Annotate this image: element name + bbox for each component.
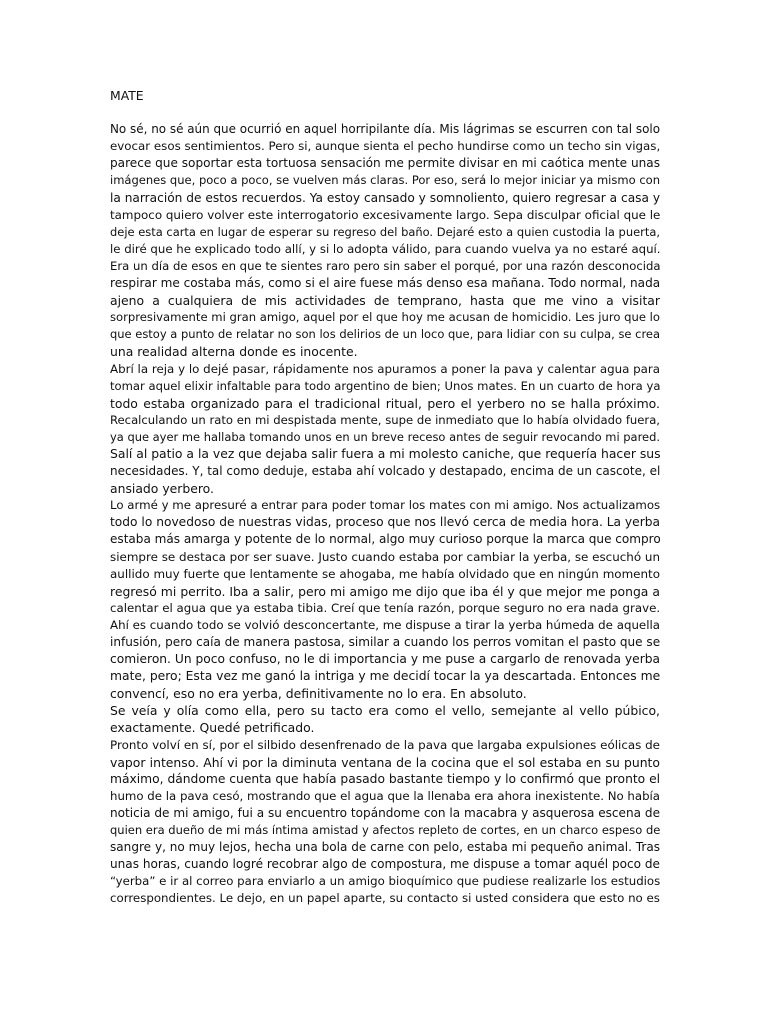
text-line: aullido muy fuerte que lentamente se ahogaba, me había olvidado que en ningún momento — [110, 566, 660, 581]
text-line: siempre se destaca por ser suave. Justo cuando estaba por cambiar la yerba, se escuchó un — [110, 549, 660, 564]
paragraph — [110, 737, 660, 908]
text-line: todo lo novedoso de nuestras vidas, proceso que nos llevó cerca de media hora. La yerba — [110, 515, 660, 530]
text-line: regresó mi perrito. Iba a salir, pero mi amigo me dijo que iba él y que mejor me ponga a — [110, 583, 660, 599]
text-line: ajeno a cualquiera de mis actividades de temprano, hasta que me vino a visitar — [110, 293, 660, 309]
text-line: exactamente. Quedé petrificado. — [110, 720, 315, 736]
text-line: Pronto volví en sí, por el silbido desenfrenado de la pava que largaba expulsiones eólicas de — [110, 737, 660, 752]
text-line: necesidades. Y, tal como deduje, estaba ahí volcado y destapado, encima de un cascote, el — [110, 464, 661, 479]
text-line: tomar aquel elixir infaltable para todo argentino de bien; Unos mates. En un cuarto de hora ya — [110, 378, 661, 393]
text-line: deje esta carta en lugar de esperar su regreso del baño. Dejaré esto a quien custodia la puerta, — [110, 224, 660, 239]
text-line: imágenes que, poco a poco, se vuelven más claras. Por eso, será lo mejor iniciar ya mismo con — [110, 173, 660, 188]
text-line: Lo armé y me apresuré a entrar para poder tomar los mates con mi amigo. Nos actualizamos — [110, 498, 661, 513]
title-spacer — [110, 104, 660, 121]
document-title: MATE — [110, 88, 144, 103]
text-line: respirar me costaba más, como si el aire fuese más denso esa mañana. Todo normal, nada — [110, 276, 661, 291]
text-line: todo estaba organizado para el tradicional ritual, pero el yerbero no se halla próximo. — [110, 395, 660, 411]
paragraph — [110, 361, 660, 498]
text-line: le diré que he explicado todo allí, y si lo adopta válido, para cuando vuelva ya no estaré aquí. — [110, 241, 661, 256]
text-line: estaba más amarga y potente de lo normal, algo muy curioso porque la marca que compro — [110, 532, 661, 547]
text-line: infusión, pero caía de manera pastosa, similar a cuando los perros vomitan el pasto que se — [110, 635, 661, 649]
text-line: la narración de estos recuerdos. Ya estoy cansado y somnoliento, quiero regresar a casa y — [110, 190, 661, 205]
text-line: humo de la pava cesó, mostrando que el agua que la llenaba era ahora inexistente. No había — [110, 788, 660, 803]
text-line: vapor intenso. Ahí vi por la diminuta ventana de la cocina que el sol estaba en su punto — [110, 754, 660, 770]
paragraph — [110, 121, 660, 360]
text-line: parece que soportar esta tortuosa sensación me permite divisar en mi caótica mente unas — [110, 156, 660, 171]
text-line: ya que ayer me hallaba tomando unos en un breve receso antes de seguir revocando mi pared. — [110, 429, 660, 444]
text-line: sangre y, no muy lejos, hecha una bola de carne con pelo, estaba mi pequeño animal. Tras — [110, 840, 660, 855]
document-body — [110, 87, 660, 908]
paragraphs-container — [110, 121, 660, 907]
text-line: comieron. Un poco confuso, no le di importancia y me puse a cargarlo de renovada yerba — [110, 652, 660, 667]
text-line: evocar esos sentimientos. Pero si, aunque sienta el pecho hundirse como un techo sin vigas, — [110, 139, 661, 154]
text-line: calentar el agua que ya estaba tibia. Creí que tenía razón, porque seguro no era nada grave. — [110, 600, 661, 615]
text-line: quien era dueño de mi más íntima amistad y afectos repleto de cortes, en un charco espeso de — [110, 823, 661, 838]
text-line: “yerba” e ir al correo para enviarlo a un amigo bioquímico que pudiese realizarle los estudios — [110, 874, 661, 889]
text-line: Era un día de esos en que te sientes raro pero sin saber el porqué, por una razón desconocida — [110, 258, 661, 273]
text-line: Ahí es cuando todo se volvió desconcertante, me dispuse a tirar la yerba húmeda de aquella — [110, 617, 660, 632]
paragraph — [110, 702, 660, 736]
text-line: ansiado yerbero. — [110, 481, 214, 497]
text-line: Salí al patio a la vez que dejaba salir fuera a mi molesto caniche, que requería hacer sus — [110, 446, 661, 461]
text-line: Abrí la reja y lo dejé pasar, rápidamente nos apuramos a poner la pava y calentar agua para — [110, 361, 660, 376]
text-line: unas horas, cuando logré recobrar algo de compostura, me dispuse a tomar aquél poco de — [110, 857, 660, 872]
text-line: convencí, eso no era yerba, definitivamente no lo era. En absoluto. — [110, 686, 527, 702]
text-line: Se veía y olía como ella, pero su tacto era como el vello, semejante al vello púbico, — [110, 703, 660, 719]
text-line: que estoy a punto de relatar no son los delirios de un loco que, para lidiar con su culpa, se crea — [110, 327, 660, 342]
text-line: No sé, no sé aún que ocurrió en aquel horripilante día. Mis lágrimas se escurren con tal solo — [110, 122, 660, 137]
text-line: tampoco quiero volver este interrogatorio excesivamente largo. Sepa disculpar oficial que le — [110, 207, 661, 222]
paragraph — [110, 497, 660, 702]
text-line: sorpresivamente mi gran amigo, aquel por el que hoy me acusan de homicidio. Les juro que lo — [110, 310, 660, 325]
text-line: correspondientes. Le dejo, en un papel aparte, su contacto si usted considera que esto no es — [110, 891, 660, 906]
text-line: noticia de mi amigo, fui a su encuentro topándome con la macabra y asquerosa escena de — [110, 805, 660, 820]
text-line: una realidad alterna donde es inocente. — [110, 344, 358, 360]
text-line: mate, pero; Esta vez me ganó la intriga y me decidí tocar la ya descartada. Entonces me — [110, 669, 661, 684]
text-line: máximo, dándome cuenta que había pasado bastante tiempo y lo confirmó que pronto el — [110, 771, 661, 786]
text-line: Recalculando un rato en mi despistada mente, supe de inmediato que lo había olvidado fuera, — [110, 412, 660, 427]
